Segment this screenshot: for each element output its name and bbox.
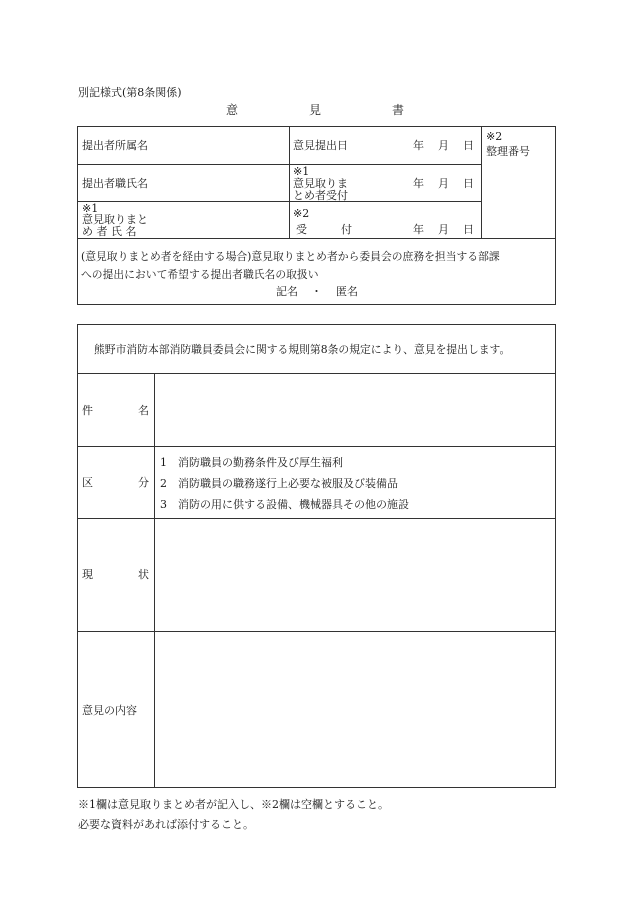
title-char-3: 書 (392, 103, 405, 117)
submission-intro: 熊野市消防本部消防職員委員会に関する規則第8条の規定により、意見を提出します。 (94, 343, 511, 356)
category-1-number: 1 (160, 456, 167, 469)
date-year: 年 (413, 139, 424, 152)
name-label: 提出者職氏名 (82, 177, 148, 190)
receive-label-line1: 意見取りま (293, 177, 348, 190)
coord-label-line1: 意見取りまと (82, 213, 148, 226)
category-3-number: 3 (160, 498, 167, 511)
mark-2-ref: ※2 (486, 130, 503, 143)
category-2-number: 2 (160, 477, 167, 490)
anonymous-option: 匿名 (336, 285, 358, 298)
category-2-text: 消防職員の職務遂行上必要な被服及び装備品 (178, 477, 398, 490)
footer-note-1: ※1欄は意見取りまとめ者が記入し、※2欄は空欄とすること。 (78, 798, 389, 811)
date-month: 月 (438, 139, 449, 152)
receive-month: 月 (438, 177, 449, 190)
subject-label-char-2: 名 (138, 404, 149, 417)
form-reference: 別記様式(第8条関係) (78, 86, 182, 99)
subject-label-char-1: 件 (82, 404, 93, 417)
named-option: 記名 (276, 285, 298, 298)
status-label-char-2: 状 (138, 568, 149, 581)
title-char-2: 見 (309, 103, 322, 117)
receive-year: 年 (413, 177, 424, 190)
receive-day: 日 (463, 177, 474, 190)
received-char-2: 付 (341, 223, 352, 236)
received-month: 月 (438, 223, 449, 236)
mark-2-received: ※2 (293, 207, 310, 220)
category-label-char-1: 区 (82, 476, 93, 489)
status-label-char-1: 現 (82, 568, 93, 581)
title-char-1: 意 (226, 103, 239, 117)
name-handling-note-line1: (意見取りまとめ者を経由する場合)意見取りまとめ者から委員会の庶務を担当する部課 (81, 250, 500, 263)
category-1-text: 消防職員の勤務条件及び厚生福利 (178, 456, 343, 469)
option-separator: ・ (311, 285, 322, 298)
received-char-1: 受 (296, 223, 307, 236)
opinion-label: 意見の内容 (82, 704, 137, 717)
coord-label-line2: め 者 氏 名 (82, 225, 137, 238)
received-year: 年 (413, 223, 424, 236)
affiliation-label: 提出者所属名 (82, 139, 148, 152)
submit-date-label: 意見提出日 (293, 139, 348, 152)
main-table (77, 324, 556, 788)
name-handling-note-line2: への提出において希望する提出者職氏名の取扱い (81, 268, 319, 281)
mark-1-receive: ※1 (293, 165, 310, 178)
category-label-char-2: 分 (138, 476, 149, 489)
mark-1-coord: ※1 (82, 202, 99, 215)
category-3-text: 消防の用に供する設備、機械器具その他の施設 (178, 498, 409, 511)
date-day: 日 (463, 139, 474, 152)
ref-number-label: 整理番号 (486, 145, 530, 158)
footer-note-2: 必要な資料があれば添付すること。 (78, 818, 254, 831)
received-day: 日 (463, 223, 474, 236)
receive-label-line2: とめ者受付 (293, 189, 348, 202)
